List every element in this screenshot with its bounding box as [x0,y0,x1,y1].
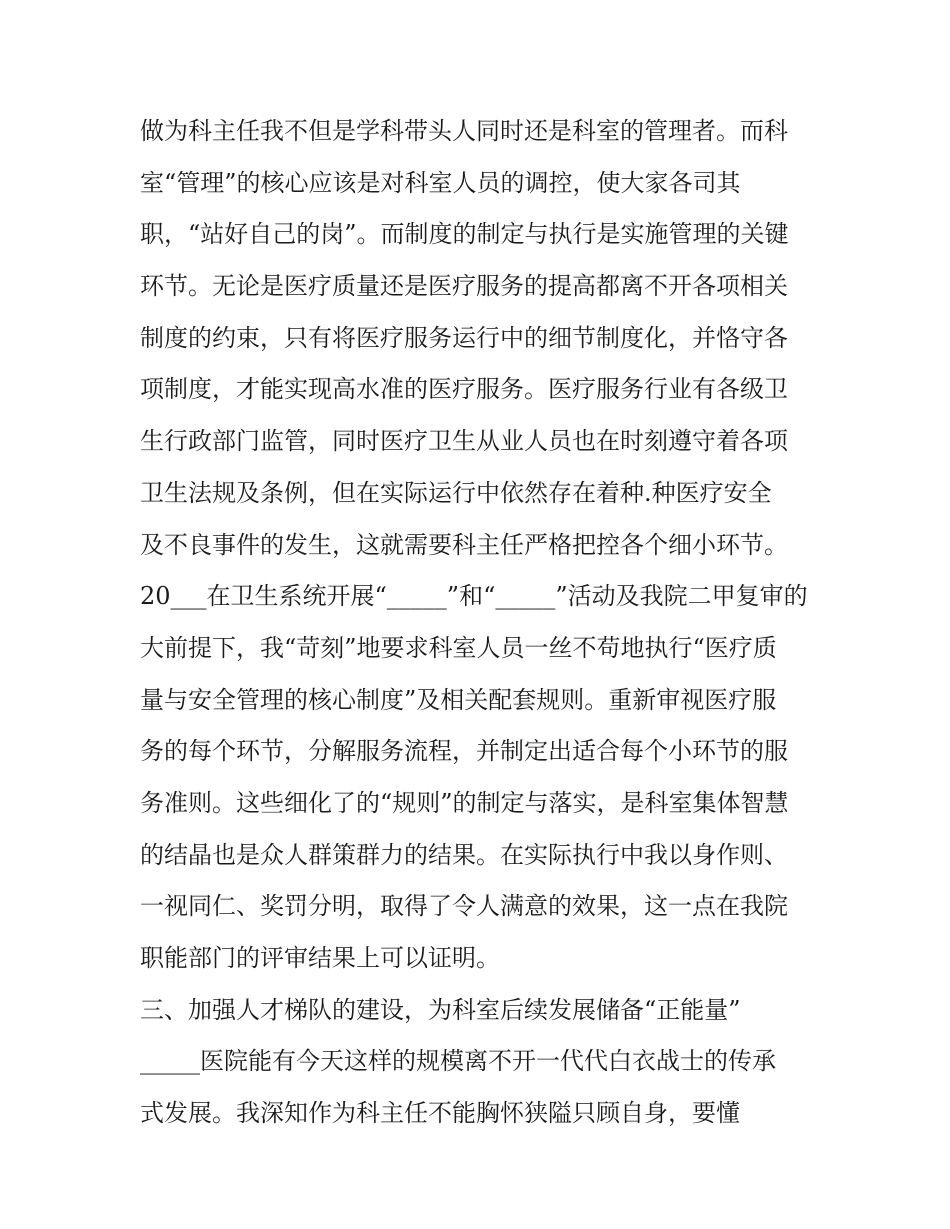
text-line: 一视同仁、奖罚分明，取得了令人满意的效果，这一点在我院 [140,892,788,921]
text-line: 务的每个环节，分解服务流程，并制定出适合每个小环节的服 [140,737,788,766]
text-line: 生行政部门监管，同时医疗卫生从业人员也在时刻遵守着各项 [140,427,788,456]
text-line: 量与安全管理的核心制度”及相关配套规则。重新审视医疗服 [140,685,777,714]
text-line: 职，“站好自己的岗”。而制度的制定与执行是实施管理的关键 [140,220,789,249]
text-line: 环节。无论是医疗质量还是医疗服务的提高都离不开各项相关 [140,272,788,301]
text-line: 卫生法规及条例，但在实际运行中依然存在着种.种医疗安全 [140,478,772,507]
text-line: 式发展。我深知作为科主任不能胸怀狭隘只顾自身，要懂 [140,1099,740,1128]
document-body [140,106,820,1140]
text-line: 大前提下，我“苛刻”地要求科室人员一丝不苟地执行“医疗质 [140,633,777,662]
text-line: 务准则。这些细化了的“规则”的制定与落实，是科室集体智慧 [140,788,789,817]
text-line: 制度的约束，只有将医疗服务运行中的细节制度化，并恪守各 [140,323,788,352]
text-line: 做为科主任我不但是学科带头人同时还是科室的管理者。而科 [140,117,788,145]
text-line: 职能部门的评审结果上可以证明。 [140,944,500,972]
text-line: 及不良事件的发生，这就需要科主任严格把控各个细小环节。 [140,530,788,559]
text-line: 项制度，才能实现高水准的医疗服务。医疗服务行业有各级卫 [140,375,788,404]
text-line: _____医院能有今天这样的规模离不开一代代白衣战士的传承 [140,1047,776,1076]
text-line: 20___在卫生系统开展“_____”和“_____”活动及我院二甲复审的 [140,582,808,611]
text-line: 室“管理”的核心应该是对科室人员的调控，使大家各司其 [140,168,741,197]
text-line: 的结晶也是众人群策群力的结果。在实际执行中我以身作则、 [140,840,788,869]
section-heading: 三、加强人才梯队的建设，为科室后续发展储备“正能量” [140,995,741,1024]
